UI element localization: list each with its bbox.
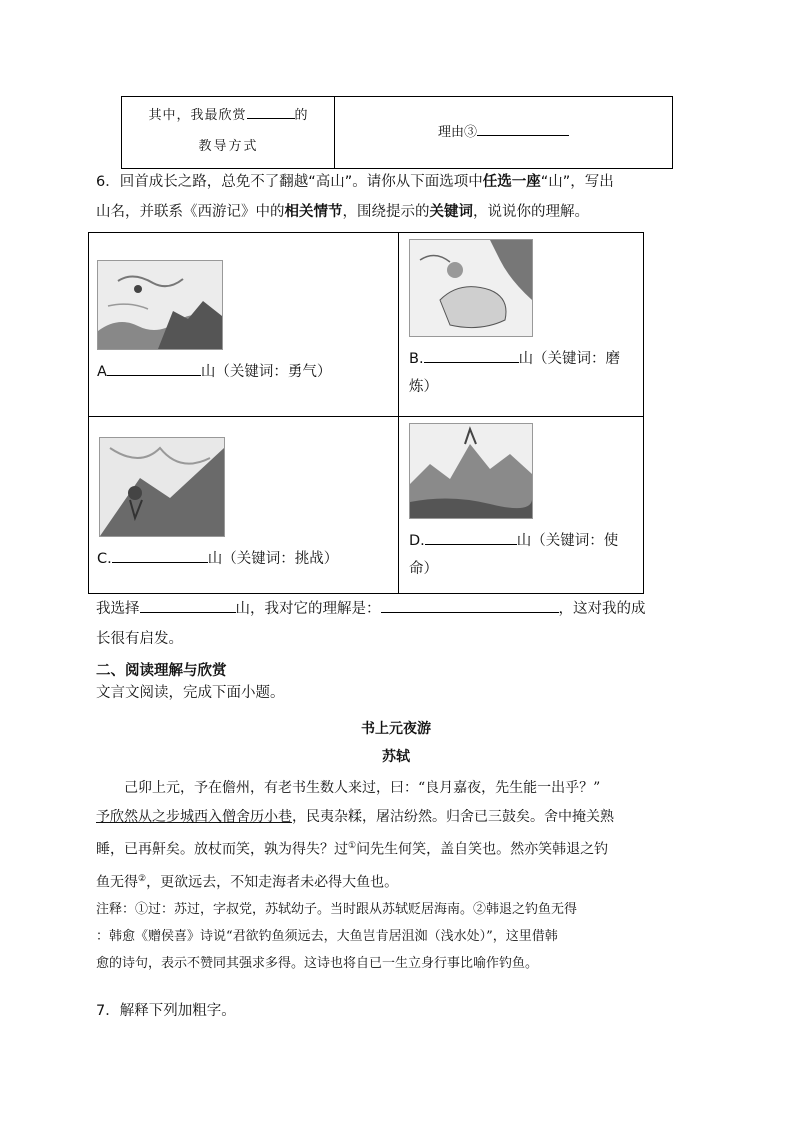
teaching-method-label: 教导方式 xyxy=(198,139,259,154)
option-a-illustration xyxy=(97,260,223,350)
options-grid xyxy=(88,232,644,594)
question-6-line1: 6．回首成长之路，总免不了翻越“高山”。请你从下面选项中任选一座“山”，写出 xyxy=(96,174,614,190)
option-c-text: C. 山（关键词：挑战） xyxy=(97,551,339,567)
passage-line-4: 鱼无得②，更欲远去，不知走海者未必得大鱼也。 xyxy=(96,873,399,891)
passage-line-1: 己卯上元，予在儋州，有老书生数人来过，曰：“良月嘉夜，先生能一出乎？” xyxy=(124,780,601,796)
answer-mountain-blank[interactable] xyxy=(140,600,236,613)
note-line-2: ：韩愈《赠侯喜》诗说“君欲钓鱼须远去，大鱼岂肯居沮洳（浅水处）”，这里借韩 xyxy=(96,929,558,944)
answer-prompt: 我选择 山，我对它的理解是： ，这对我的成 长很有启发。 xyxy=(96,601,646,647)
option-d-blank[interactable] xyxy=(425,532,517,545)
answer-understanding-blank[interactable] xyxy=(381,600,559,613)
annotations xyxy=(96,896,706,977)
section-2-instruction: 文言文阅读，完成下面小题。 xyxy=(96,685,285,701)
question-7: 7．解释下列加粗字。 xyxy=(96,1003,236,1019)
poem-title: 书上元夜游 xyxy=(361,721,431,737)
classical-passage xyxy=(96,774,706,897)
option-b-blank[interactable] xyxy=(424,350,519,363)
reason-table xyxy=(121,96,673,169)
reason-table-right-cell xyxy=(335,97,672,168)
blank-favorite[interactable] xyxy=(247,106,295,119)
section-2 xyxy=(96,660,706,704)
option-b-illustration xyxy=(409,239,533,337)
question-6-line2: 山名，并联系《西游记》中的相关情节，围绕提示的关键词，说说你的理解。 xyxy=(96,204,589,220)
reason-table-left-cell xyxy=(122,97,335,168)
question-6 xyxy=(96,167,706,227)
note-line-3: 愈的诗句，表示不赞同其强求多得。这诗也将自已一生立身行事比喻作钓鱼。 xyxy=(96,956,539,971)
option-c-blank[interactable] xyxy=(112,550,208,563)
poem-author: 苏轼 xyxy=(382,749,410,765)
section-2-heading: 二、阅读理解与欣赏 xyxy=(96,663,227,679)
reason-label: 理由③ xyxy=(335,121,672,140)
passage-line-3: 睡，已再鼾矣。放杖而笑，孰为得失？过①问先生何笑，盖自笑也。然亦笑韩退之钓 xyxy=(96,841,609,858)
option-d-illustration xyxy=(409,423,533,519)
option-d-text: D. 山（关键词：使 命） xyxy=(409,533,619,577)
note-line-1: 注释：①过：苏过，字叔党，苏轼幼子。当时跟从苏轼贬居海南。②韩退之钓鱼无得 xyxy=(96,902,578,917)
option-b-text: B. 山（关键词：磨 炼） xyxy=(409,351,621,395)
option-a-blank[interactable] xyxy=(107,363,201,376)
option-a-text: A 山（关键词：勇气） xyxy=(97,364,332,380)
passage-line-2: 予欣然从之步城西入僧舍历小巷，民夷杂糅，屠沽纷然。归舍已三鼓矣。舍中掩关熟 xyxy=(96,809,614,825)
favorite-teaching-label: 其中，我最欣赏 的 xyxy=(148,108,309,123)
option-c-illustration xyxy=(99,437,225,537)
blank-reason[interactable] xyxy=(477,123,569,136)
underlined-sentence: 予欣然从之步城西入僧舍历小巷 xyxy=(96,809,292,825)
